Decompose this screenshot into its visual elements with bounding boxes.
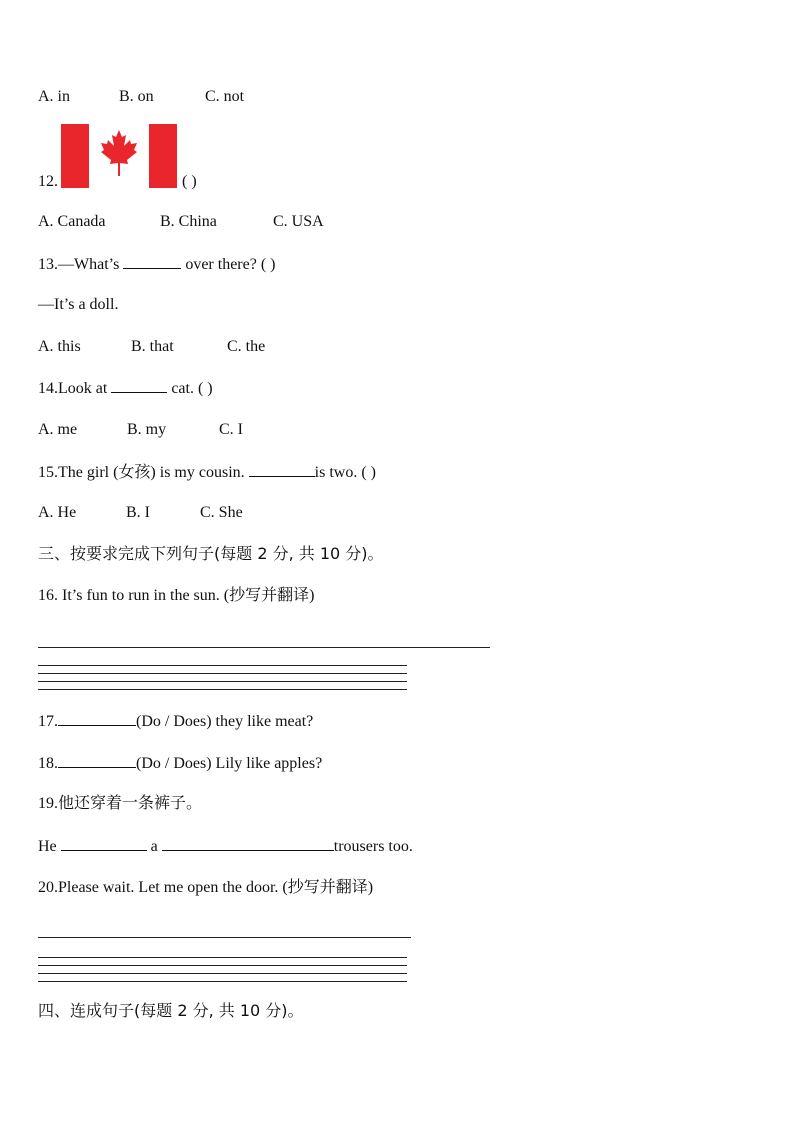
section-3-heading: 三、按要求完成下列句子(每题 2 分, 共 10 分)。 [38, 544, 384, 563]
q11-option-a: A. in [38, 88, 70, 105]
q13-blank [123, 254, 181, 269]
q18-number: 18. [38, 755, 58, 772]
q16-handwriting-line [38, 689, 407, 690]
q19-blank-1 [61, 836, 147, 851]
q15-option-b: B. I [126, 504, 150, 521]
q20-stem: 20.Please wait. Let me open the door. (抄写并翻译) [38, 879, 374, 896]
q19-word-he: He [38, 838, 57, 855]
q17-stem [38, 711, 313, 732]
q19-word-trousers: trousers too. [333, 838, 413, 855]
q12-option-b: B. China [160, 213, 217, 230]
q19-sentence [38, 836, 413, 857]
q16-handwriting-line [38, 665, 407, 666]
q13-option-a: A. this [38, 338, 81, 355]
q15-option-c: C. She [200, 504, 243, 521]
q20-handwriting-line [38, 965, 407, 966]
q15-stem [38, 462, 376, 483]
q14-option-c: C. I [219, 421, 243, 438]
q15-options [38, 503, 243, 523]
q19-word-a: a [150, 838, 158, 855]
q13-options [38, 337, 265, 357]
q15-prefix: 15.The girl (女孩) is my cousin. [38, 464, 245, 481]
q12-option-a: A. Canada [38, 213, 106, 230]
q19-blank-2 [162, 836, 334, 851]
q14-suffix: cat. ( ) [171, 380, 213, 397]
q13-stem [38, 254, 276, 275]
q16-handwriting-line [38, 681, 407, 682]
canada-flag-image [61, 124, 177, 188]
q15-option-a: A. He [38, 504, 77, 521]
q19-chinese: 19.他还穿着一条裤子。 [38, 795, 203, 812]
q18-text: (Do / Does) Lily like apples? [136, 755, 323, 772]
q13-suffix: over there? ( ) [185, 256, 276, 273]
q11-options [38, 87, 244, 107]
q18-stem [38, 753, 322, 774]
q20-writing-line [38, 937, 411, 938]
q17-text: (Do / Does) they like meat? [136, 713, 314, 730]
q14-options [38, 420, 243, 440]
q11-option-c: C. not [205, 88, 245, 105]
q20-handwriting-line [38, 973, 407, 974]
q14-option-a: A. me [38, 421, 78, 438]
q12-option-c: C. USA [273, 213, 324, 230]
q14-blank [111, 378, 167, 393]
q14-prefix: 14.Look at [38, 380, 108, 397]
q12-options [38, 212, 324, 232]
q15-suffix: is two. ( ) [314, 464, 376, 481]
q13-prefix: 13.—What’s [38, 256, 120, 273]
q17-blank [58, 711, 136, 726]
q18-blank [58, 753, 136, 768]
q13-option-b: B. that [131, 338, 174, 355]
q16-stem: 16. It’s fun to run in the sun. (抄写并翻译) [38, 587, 315, 604]
q11-option-b: B. on [119, 88, 154, 105]
q12-answer-paren: ( ) [182, 173, 197, 190]
q20-handwriting-line [38, 981, 407, 982]
section-4-heading: 四、连成句子(每题 2 分, 共 10 分)。 [38, 1001, 304, 1020]
q13-reply: —It’s a doll. [38, 296, 119, 313]
q14-stem [38, 378, 213, 399]
q13-option-c: C. the [227, 338, 266, 355]
q16-handwriting-line [38, 673, 407, 674]
q20-handwriting-line [38, 957, 407, 958]
q14-option-b: B. my [127, 421, 167, 438]
q12-number: 12. [38, 173, 58, 190]
q16-writing-line [38, 647, 490, 648]
q17-number: 17. [38, 713, 58, 730]
q15-blank [249, 462, 315, 477]
